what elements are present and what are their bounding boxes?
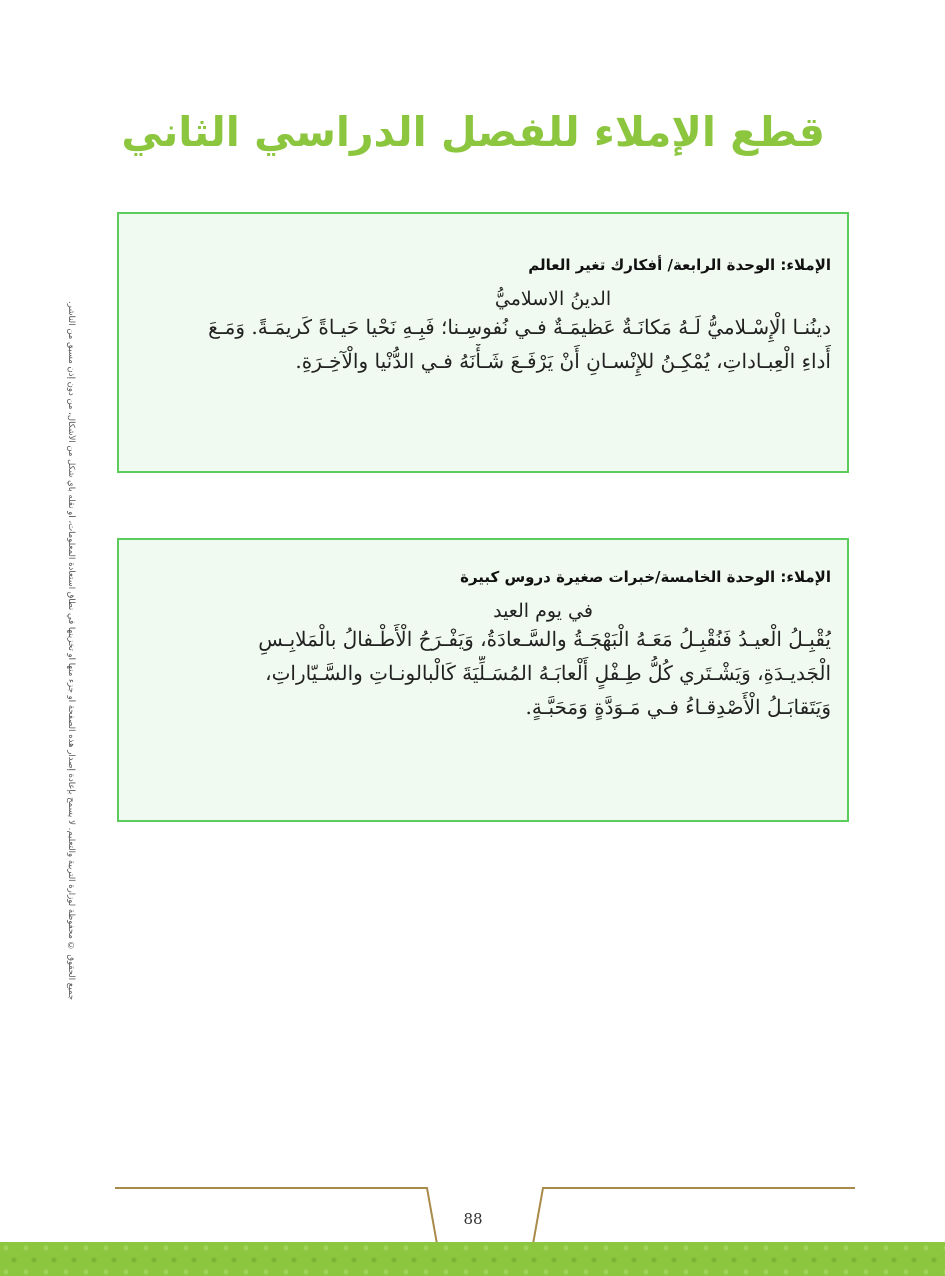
dictation-box-unit-4 bbox=[117, 212, 849, 473]
decorative-footer-band bbox=[0, 1242, 945, 1276]
passage-line: دينُنـا الْإِسْـلاميُّ لَـهُ مَكانَـةٌ عَظيمَـةٌ فـي نُفوسِـنا؛ فَبِـهِ نَحْيا حَيـاةً كَريمَـةً. وَمَـعَ bbox=[208, 315, 831, 339]
passage-title: الدينُ الاسلاميُّ bbox=[494, 288, 612, 310]
page-title: قطع الإملاء للفصل الدراسي الثاني bbox=[121, 108, 825, 156]
passage-line: يُقْبِـلُ الْعيـدُ فَنُقْبِـلُ مَعَـهُ الْبَهْجَـةُ والسَّـعادَةُ، وَيَفْـرَحُ الْأَطْـفالُ بالْمَلابِـسِ bbox=[258, 627, 831, 651]
passage-title: في يوم العيد bbox=[493, 600, 593, 622]
section-heading: الإملاء: الوحدة الخامسة/خبرات صغيرة دروس كبيرة bbox=[460, 568, 831, 586]
passage-line: وَيَتَقابَـلُ الْأَصْدِقـاءُ فـي مَـوَدَّةٍ وَمَحَبَّـةٍ. bbox=[525, 695, 831, 719]
passage-line: الْجَديـدَةِ، وَيَشْـتَري كُلُّ طِـفْلٍ أَلْعابَـهُ المُسَـلِّيَةَ كَالْبالونـاتِ والسَّـيّاراتِ، bbox=[265, 661, 831, 685]
page-number: 88 bbox=[463, 1210, 483, 1228]
section-heading: الإملاء: الوحدة الرابعة/ أفكارك تغير العالم bbox=[528, 256, 831, 274]
passage-line: أَداءِ الْعِبـاداتِ، يُمْكِـنُ للإِنْسـانِ أَنْ يَرْفَـعَ شَـأْنَهُ فـي الدُّنْيا والْآخِـرَةِ. bbox=[295, 349, 831, 373]
dictation-box-unit-5 bbox=[117, 538, 849, 822]
copyright-note: جميع الحقوق © محفوظة لوزارة التربية والتعليم. لا يسمح بإعادة إصدار هذه الصفحة أو جزء منها أو تخزينها في نطاق استعادة المعلومات، أو نقله بأي شكل من الأشكال، من دون إذن مسبق من الناشر. bbox=[66, 300, 76, 1000]
